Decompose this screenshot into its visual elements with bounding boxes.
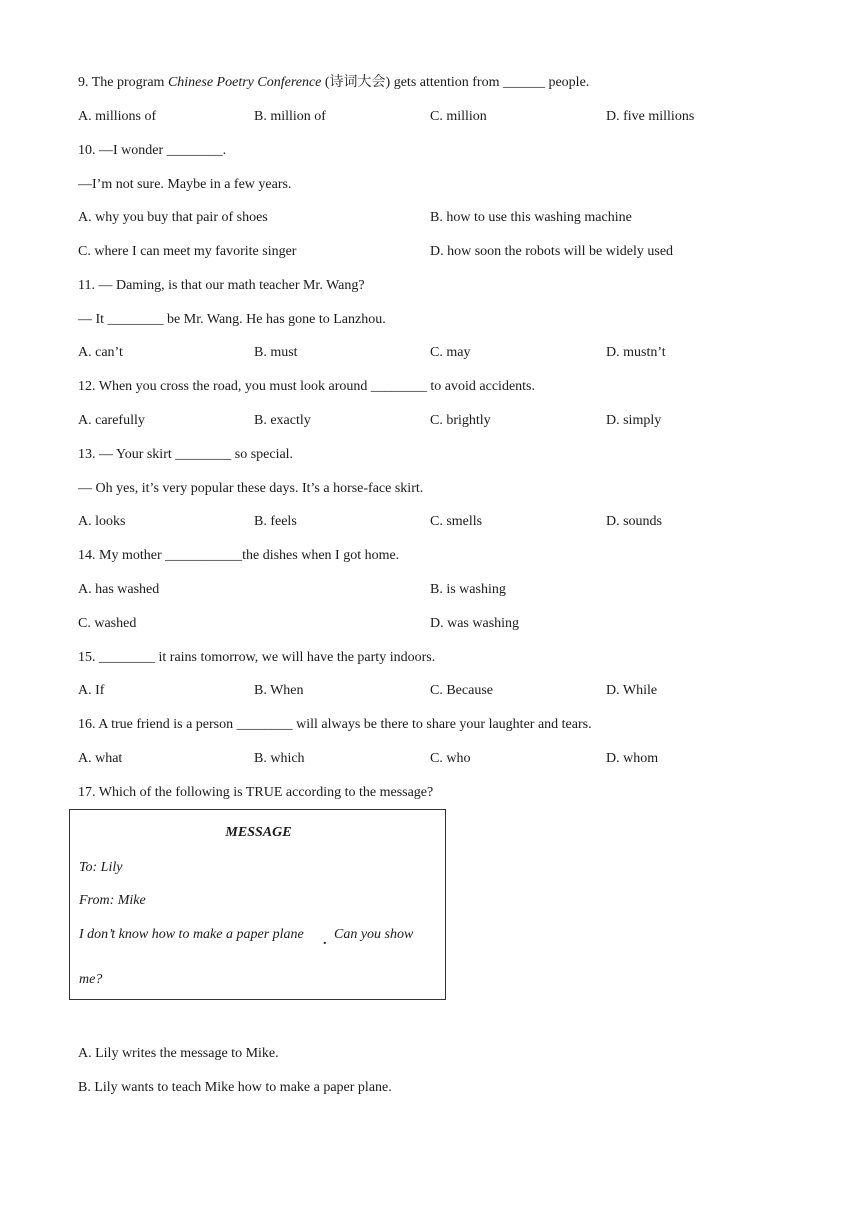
message-from: From: Mike (79, 893, 146, 908)
message-body-line1-continued: Can you show (334, 927, 414, 942)
q16-option-c[interactable]: C. who (430, 751, 471, 766)
q13-option-b[interactable]: B. feels (254, 514, 297, 529)
q14-option-b[interactable]: B. is washing (430, 582, 506, 597)
q15-option-a[interactable]: A. If (78, 683, 105, 698)
q12-option-d[interactable]: D. simply (606, 413, 662, 428)
question-9-stem-pre: 9. The program (78, 75, 168, 90)
question-13-stem: 13. — Your skirt ________ so special. (78, 447, 294, 462)
q17-option-b[interactable]: B. Lily wants to teach Mike how to make a paper plane. (78, 1080, 392, 1095)
q12-option-b[interactable]: B. exactly (254, 413, 311, 428)
q13-option-d[interactable]: D. sounds (606, 514, 663, 529)
q11-option-d[interactable]: D. mustn’t (606, 345, 666, 360)
q10-option-d[interactable]: D. how soon the robots will be widely used (430, 244, 674, 259)
q15-option-b[interactable]: B. When (254, 683, 304, 698)
message-to: To: Lily (79, 860, 123, 875)
q10-option-b[interactable]: B. how to use this washing machine (430, 210, 632, 225)
q16-option-a[interactable]: A. what (78, 751, 123, 766)
q11-option-a[interactable]: A. can’t (78, 345, 123, 360)
question-17-stem: 17. Which of the following is TRUE according to the message? (78, 785, 434, 800)
q12-option-a[interactable]: A. carefully (78, 413, 145, 428)
message-body-dot: . (323, 933, 327, 948)
q12-option-c[interactable]: C. brightly (430, 413, 491, 428)
question-11-stem: 11. — Daming, is that our math teacher Mr. Wang? (78, 278, 365, 293)
q9-option-c[interactable]: C. million (430, 109, 487, 124)
q16-option-b[interactable]: B. which (254, 751, 305, 766)
q11-option-b[interactable]: B. must (254, 345, 298, 360)
message-box (69, 809, 446, 1000)
q10-option-a[interactable]: A. why you buy that pair of shoes (78, 210, 268, 225)
question-11-reply: — It ________ be Mr. Wang. He has gone to Lanzhou. (78, 312, 386, 327)
q11-option-c[interactable]: C. may (430, 345, 471, 360)
q13-option-c[interactable]: C. smells (430, 514, 483, 529)
question-13-reply: — Oh yes, it’s very popular these days. It’s a horse-face skirt. (78, 481, 424, 496)
question-9-stem (78, 74, 589, 92)
q15-option-c[interactable]: C. Because (430, 683, 493, 698)
q15-option-d[interactable]: D. While (606, 683, 658, 698)
q13-option-a[interactable]: A. looks (78, 514, 126, 529)
question-15-stem: 15. ________ it rains tomorrow, we will have the party indoors. (78, 650, 436, 665)
message-body-line1: I don’t know how to make a paper plane (79, 927, 304, 942)
q14-option-d[interactable]: D. was washing (430, 616, 520, 631)
q9-option-a[interactable]: A. millions of (78, 109, 157, 124)
q14-option-a[interactable]: A. has washed (78, 582, 160, 597)
question-12-stem: 12. When you cross the road, you must look around ________ to avoid accidents. (78, 379, 535, 394)
question-9-program-title: Chinese Poetry Conference (167, 75, 322, 90)
message-body-line2: me? (79, 972, 103, 987)
q9-option-b[interactable]: B. million of (254, 109, 326, 124)
question-10-stem: 10. —I wonder ________. (78, 143, 227, 158)
q14-option-c[interactable]: C. washed (78, 616, 137, 631)
q17-option-a[interactable]: A. Lily writes the message to Mike. (78, 1046, 279, 1061)
q16-option-d[interactable]: D. whom (606, 751, 659, 766)
question-10-reply: —I’m not sure. Maybe in a few years. (78, 177, 292, 192)
question-14-stem: 14. My mother ___________the dishes when I got home. (78, 548, 400, 563)
question-9-stem-post: (诗词大会) gets attention from ______ people. (321, 75, 590, 90)
message-title: MESSAGE (225, 825, 292, 840)
q10-option-c[interactable]: C. where I can meet my favorite singer (78, 244, 297, 259)
question-16-stem: 16. A true friend is a person ________ will always be there to share your laughter and tears. (78, 717, 592, 732)
q9-option-d[interactable]: D. five millions (606, 109, 695, 124)
